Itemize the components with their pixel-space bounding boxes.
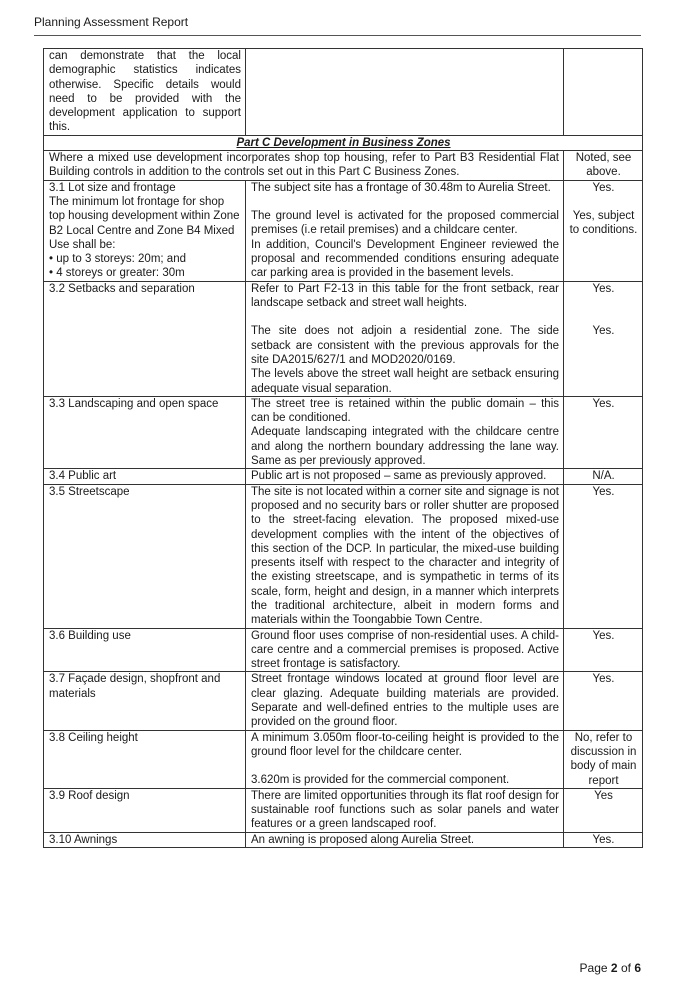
comment-paragraph: Public art is not proposed – same as previously approved. xyxy=(251,470,547,483)
compliance-text: Yes. xyxy=(592,673,615,686)
compliance-cell xyxy=(564,730,643,788)
compliance-cell xyxy=(564,484,643,628)
paragraph-gap xyxy=(569,296,638,310)
comment-cell xyxy=(246,484,564,628)
requirement-cell xyxy=(44,672,246,730)
table-row xyxy=(44,396,643,468)
comment-paragraph: 3.620m is provided for the commercial component. xyxy=(251,774,510,787)
paragraph-gap xyxy=(569,310,638,324)
compliance-cell xyxy=(564,180,643,281)
table-row xyxy=(44,832,643,847)
compliance-text: Yes. xyxy=(592,833,615,846)
page-current: 2 xyxy=(610,961,618,975)
requirement-text: 3.5 Streetscape xyxy=(49,485,130,498)
comment-cell xyxy=(246,672,564,730)
comment-paragraph: Street frontage windows located at ground floor level are clear glazing. Adequate building materials are provided. Separate and well-defined entries to the multiple uses are provided on the ground floor. xyxy=(251,673,559,729)
paragraph-gap xyxy=(251,759,559,773)
table-row xyxy=(44,180,643,281)
table-row xyxy=(44,281,643,396)
compliance-cell xyxy=(564,396,643,468)
compliance-text: Yes. xyxy=(592,181,615,194)
comment-paragraph: The levels above the street wall height are setback ensuring adequate visual separation. xyxy=(251,368,559,395)
requirement-cell xyxy=(44,628,246,672)
requirement-text: 3.2 Setbacks and separation xyxy=(49,282,195,295)
requirement-cell xyxy=(44,281,246,396)
comment-paragraph: The subject site has a frontage of 30.48m to Aurelia Street. xyxy=(251,181,551,194)
intro-compliance: Noted, see above. xyxy=(564,151,643,181)
report-header-title: Planning Assessment Report xyxy=(34,15,189,29)
comment-paragraph: In addition, Council's Development Engineer reviewed the proposal and recommended conditions ensuring adequate car parking area is provided in the basement levels. xyxy=(251,238,559,280)
requirement-cell xyxy=(44,180,246,281)
requirement-text: 3.9 Roof design xyxy=(49,789,130,802)
comment-cell xyxy=(246,49,564,136)
compliance-text: Yes. xyxy=(592,397,615,410)
page-of: of xyxy=(620,961,631,975)
comment-paragraph: The site is not located within a corner site and signage is not proposed and no security bars or roller shutter are proposed to the street-facing elevation. The proposed mixed-use development complies with the intent of the objectives of this section of the DCP. In particular, the mixed-use building presents itself with respect to the character and integrity of the existing streetscape, and is sympathetic in terms of its scale, form, height and design, in a manner which interprets the traditional architecture, albeit in modern forms and materials within the Toongabbie Town Centre. xyxy=(251,485,559,627)
comment-cell xyxy=(246,281,564,396)
compliance-cell xyxy=(564,628,643,672)
comment-paragraph: Ground floor uses comprise of non-residential uses. A child-care centre and a commercial premises is proposed. Active street frontage is satisfactory. xyxy=(251,629,559,671)
requirement-cell xyxy=(44,730,246,788)
requirement-cell xyxy=(44,469,246,484)
table-row xyxy=(44,628,643,672)
requirement-text: 3.7 Façade design, shopfront and materials xyxy=(49,673,221,700)
comment-paragraph: The ground level is activated for the proposed commercial premises (i.e retail premises) and a childcare center. xyxy=(251,209,559,237)
page-total: 6 xyxy=(634,961,641,975)
page-number xyxy=(580,961,641,975)
requirement-text: 3.8 Ceiling height xyxy=(49,731,138,744)
section-heading-row xyxy=(44,135,643,150)
comment-cell xyxy=(246,832,564,847)
requirement-cell xyxy=(44,396,246,468)
compliance-text: Yes, subject to conditions. xyxy=(569,209,638,237)
comment-paragraph: Adequate landscaping integrated with the childcare centre and along the northern boundary addressing the lane way. Same as per previously approved. xyxy=(251,426,559,468)
compliance-cell xyxy=(564,49,643,136)
compliance-cell xyxy=(564,832,643,847)
intro-row xyxy=(44,151,643,181)
comment-cell xyxy=(246,730,564,788)
compliance-text: N/A. xyxy=(592,470,615,483)
compliance-text: Yes. xyxy=(592,485,615,498)
table-row xyxy=(44,469,643,484)
comment-paragraph: The street tree is retained within the public domain – this can be conditioned. xyxy=(251,397,559,425)
header-divider xyxy=(34,35,641,36)
paragraph-gap xyxy=(251,310,559,324)
paragraph-gap xyxy=(569,195,638,209)
comment-paragraph: The site does not adjoin a residential zone. The side setback are consistent with the previous approvals for the site DA2015/627/1 and MOD2020/0169. xyxy=(251,325,559,366)
requirement-text: 3.10 Awnings xyxy=(49,833,118,846)
continued-row xyxy=(44,49,643,136)
requirement-text: 3.1 Lot size and frontage The minimum lot frontage for shop top housing development within Zone B2 Local Centre and Zone B4 Mixed Use shall be: • up to 3 storeys: 20m; and • 4 storeys or greater: 30m xyxy=(49,181,240,280)
requirement-cell xyxy=(44,832,246,847)
table-row xyxy=(44,484,643,628)
compliance-cell xyxy=(564,788,643,832)
comment-paragraph: There are limited opportunities through its flat roof design for sustainable roof functions such as solar panels and water features or a green landscaped roof. xyxy=(251,789,559,831)
assessment-table xyxy=(43,48,643,848)
requirement-cell xyxy=(44,484,246,628)
paragraph-gap xyxy=(251,195,559,209)
page-prefix: Page xyxy=(579,961,608,975)
compliance-text: No, refer to discussion in body of main report xyxy=(570,731,637,787)
compliance-text: Yes xyxy=(594,789,613,802)
comment-paragraph: A minimum 3.050m floor-to-ceiling height is provided to the ground floor level for the childcare center. xyxy=(251,731,559,758)
compliance-cell xyxy=(564,469,643,484)
comment-cell xyxy=(246,180,564,281)
comment-cell xyxy=(246,788,564,832)
comment-cell xyxy=(246,396,564,468)
comment-cell xyxy=(246,469,564,484)
requirement-cell: can demonstrate that the local demographic statistics indicates otherwise. Specific details would need to be provided with the development application to support this. xyxy=(44,49,246,136)
table-row xyxy=(44,730,643,788)
comment-cell xyxy=(246,628,564,672)
compliance-cell xyxy=(564,672,643,730)
comment-paragraph: Refer to Part F2-13 in this table for the front setback, rear landscape setback and street wall heights. xyxy=(251,282,559,310)
section-heading: Part C Development in Business Zones xyxy=(44,135,643,150)
requirement-text: 3.4 Public art xyxy=(49,470,117,483)
comment-paragraph: An awning is proposed along Aurelia Street. xyxy=(251,833,475,846)
requirement-text: 3.6 Building use xyxy=(49,629,131,642)
requirement-cell xyxy=(44,788,246,832)
intro-text: Where a mixed use development incorporates shop top housing, refer to Part B3 Residential Flat Building controls in addition to the controls set out in this Part C Business Zones. xyxy=(44,151,564,181)
compliance-text: Yes. xyxy=(592,282,615,295)
compliance-text: Yes. xyxy=(592,629,615,642)
requirement-text: 3.3 Landscaping and open space xyxy=(49,397,219,410)
compliance-cell xyxy=(564,281,643,396)
table-row xyxy=(44,672,643,730)
table-row xyxy=(44,788,643,832)
compliance-text: Yes. xyxy=(592,325,615,338)
